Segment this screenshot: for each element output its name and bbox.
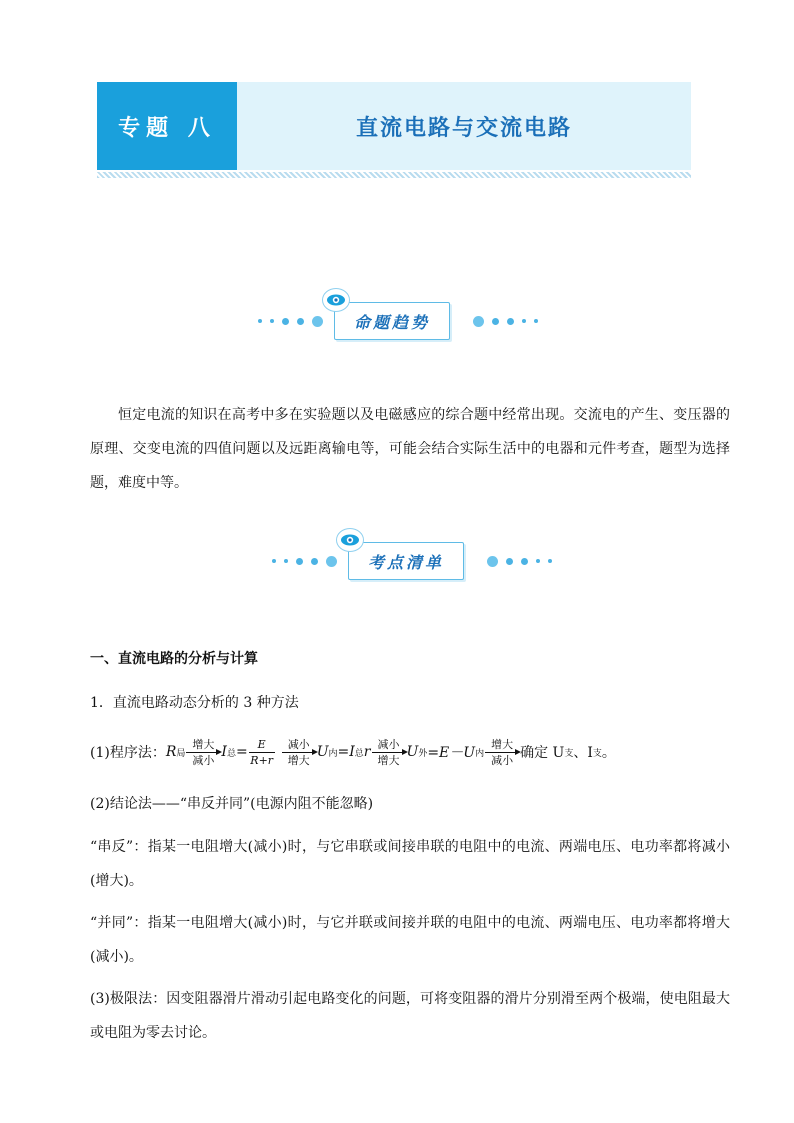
sub-U-in-2: 内	[475, 748, 485, 759]
arrow-3-bottom: 增大	[377, 753, 400, 767]
symbol-R: R	[165, 744, 177, 760]
trend-section-badge	[0, 288, 794, 338]
formula-prefix: (1)程序法：	[90, 745, 166, 761]
sub-R: 局	[176, 748, 186, 759]
arrow-2-bottom: 增大	[287, 753, 310, 767]
eye-icon	[336, 528, 364, 552]
bingtong-paragraph: “并同”：指某一电阻增大(减小)时，与它并联或间接并联的电阻中的电流、两端电压、电功率都将增大(减小)。	[90, 915, 730, 965]
fraction	[249, 737, 275, 768]
arrow-1-bottom: 减小	[192, 753, 215, 767]
formula-period: 。	[601, 745, 616, 761]
dots-left	[272, 555, 337, 567]
fraction-denominator: R+r	[250, 753, 274, 767]
formula-end-mid: 、I	[573, 745, 593, 761]
eye-icon	[322, 288, 350, 312]
dots-right	[473, 315, 538, 327]
trend-badge-label: 命题趋势	[353, 312, 430, 332]
topic-label-box	[97, 82, 237, 170]
arrow-right-icon	[186, 752, 220, 753]
arrow-1	[186, 737, 220, 768]
equals-I: =I	[337, 744, 355, 760]
fraction-numerator: E	[257, 737, 266, 751]
arrow-right-icon	[372, 752, 406, 753]
sub-branch-1: 支	[564, 748, 574, 759]
sub-I: 总	[226, 748, 236, 759]
fraction-bar	[249, 752, 275, 753]
arrow-2	[282, 737, 316, 768]
method-item-1: 1．直流电路动态分析的 3 种方法	[90, 695, 299, 711]
arrow-4-bottom: 减小	[491, 753, 514, 767]
intro-paragraph: 恒定电流的知识在高考中多在实验题以及电磁感应的综合题中经常出现。交流电的产生、变压器的原理、交变电流的四值问题以及远距离输电等，可能会结合实际生活中的电器和元件考查，题型为选择题，难度中等。	[90, 407, 730, 491]
equals: =	[235, 744, 248, 760]
symbol-U-in: U	[316, 744, 329, 760]
arrow-right-icon	[282, 752, 316, 753]
sub-I-total: 总	[354, 748, 364, 759]
symbol-U-out: U	[406, 744, 419, 760]
arrow-4	[485, 737, 519, 768]
trend-badge-box	[334, 302, 450, 340]
program-method-formula	[90, 732, 730, 772]
method-item-2: (2)结论法——“串反并同”(电源内阻不能忽略)	[90, 796, 374, 812]
topic-title: 直流电路与交流电路	[355, 114, 572, 141]
method-item-3: (3)极限法：因变阻器滑片滑动引起电路变化的问题，可将变阻器的滑片分别滑至两个极端，使电阻最大或电阻为零去讨论。	[90, 991, 730, 1041]
topic-banner	[97, 82, 691, 170]
arrow-4-top: 增大	[491, 737, 514, 751]
dots-left	[258, 315, 323, 327]
sub-U-in: 内	[328, 748, 338, 759]
sub-U-out: 外	[418, 748, 428, 759]
arrow-3	[372, 737, 406, 768]
symbol-r: r	[363, 744, 371, 760]
topic-label: 专题 八	[118, 114, 216, 141]
arrow-2-top: 减小	[287, 737, 310, 751]
formula-end: 确定 U	[520, 745, 565, 761]
checklist-badge-label: 考点清单	[367, 552, 444, 572]
checklist-badge-box	[348, 542, 464, 580]
checklist-section-badge	[0, 528, 794, 578]
chuanfan-paragraph: “串反”：指某一电阻增大(减小)时，与它串联或间接串联的电阻中的电流、两端电压、电功率都将减小(增大)。	[90, 839, 730, 889]
symbol-I: I	[221, 744, 227, 760]
equals-E-minus-U: =E－U	[427, 745, 476, 761]
banner-stripe-divider	[97, 172, 691, 178]
dots-right	[487, 555, 552, 567]
arrow-1-top: 增大	[192, 737, 215, 751]
arrow-right-icon	[485, 752, 519, 753]
section-heading: 一、直流电路的分析与计算	[90, 651, 258, 667]
arrow-3-top: 减小	[377, 737, 400, 751]
sub-branch-2: 支	[592, 748, 602, 759]
